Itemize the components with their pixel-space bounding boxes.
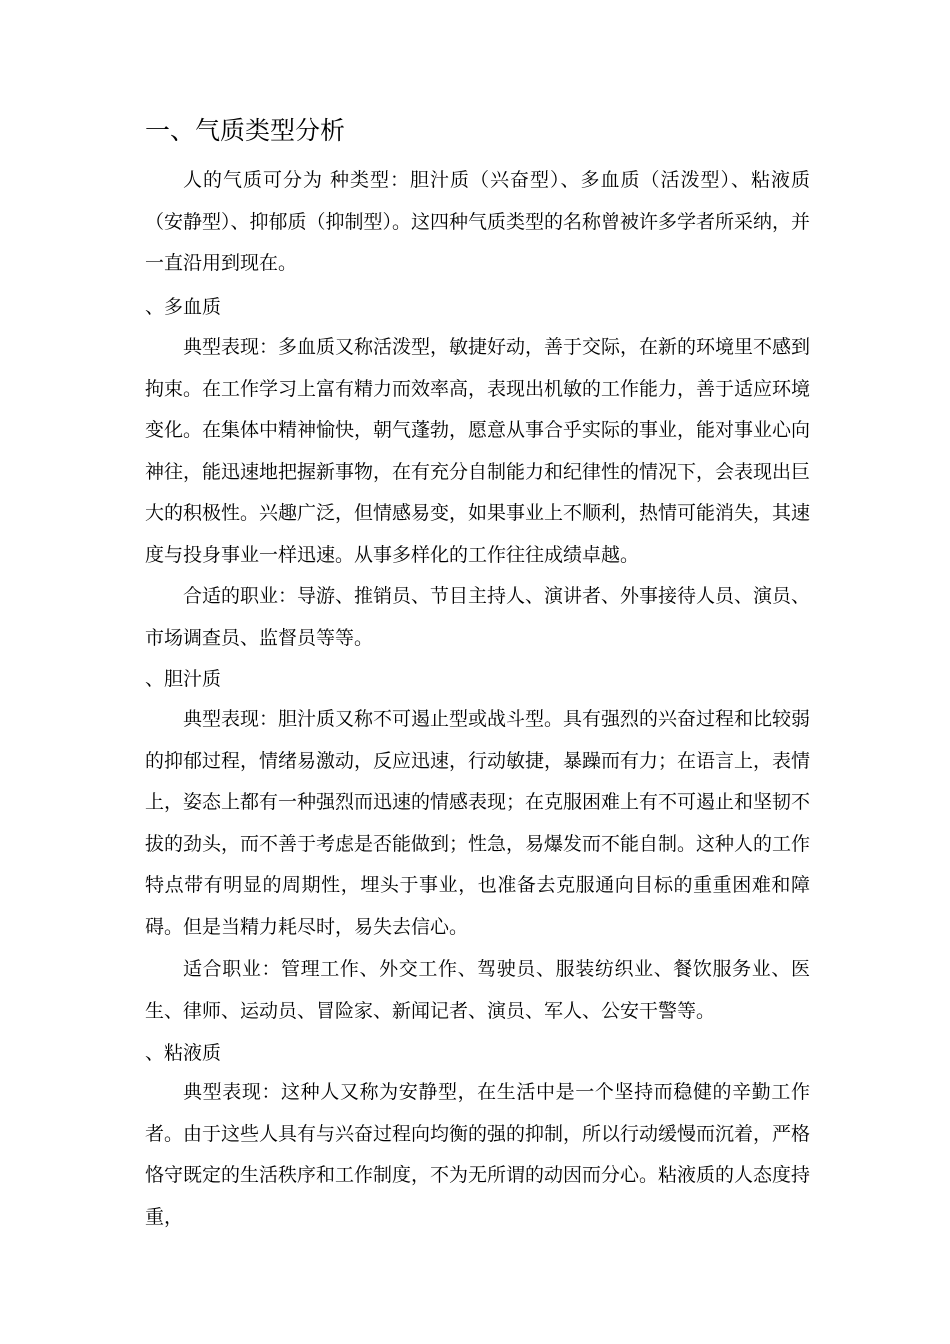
phlegmatic-performance-paragraph: 典型表现：这种人又称为安静型，在生活中是一个坚持而稳健的辛勤工作者。由于这些人具有与兴奋过程向均衡的强的抑制，所以行动缓慢而沉着，严格恪守既定的生活秩序和工作制度，不为无所谓的动因而分心。粘液质的人态度持重， [145,1081,811,1228]
choleric-careers-paragraph: 适合职业：管理工作、外交工作、驾驶员、服装纺织业、餐饮服务业、医生、律师、运动员、冒险家、新闻记者、演员、军人、公安干警等。 [145,958,810,1022]
sanguine-performance-paragraph: 典型表现：多血质又称活泼型，敏捷好动，善于交际，在新的环境里不感到拘束。在工作学习上富有精力而效率高，表现出机敏的工作能力，善于适应环境变化。在集体中精神愉快，朝气蓬勃，愿意从事合乎实际的事业，能对事业心向神往，能迅速地把握新事物，在有充分自制能力和纪律性的情况下，会表现出巨大的积极性。兴趣广泛，但情感易变，如果事业上不顺利，热情可能消失，其速度与投身事业一样迅速。从事多样化的工作往往成绩卓越。 [145,336,811,566]
subsection-title-choleric: 、胆汁质 [145,668,222,690]
subsection-title-sanguine: 、多血质 [145,296,222,318]
sanguine-careers-paragraph: 合适的职业：导游、推销员、节目主持人、演讲者、外事接待人员、演员、市场调查员、监督员等等。 [145,585,811,649]
subsection-title-phlegmatic: 、粘液质 [145,1042,222,1064]
section-heading: 一、气质类型分析 [145,116,346,145]
intro-paragraph: 人的气质可分为 种类型：胆汁质（兴奋型）、多血质（活泼型）、粘液质（安静型）、抑郁质（抑制型）。这四种气质类型的名称曾被许多学者所采纳，并一直沿用到现在。 [145,169,811,274]
choleric-performance-paragraph: 典型表现：胆汁质又称不可遏止型或战斗型。具有强烈的兴奋过程和比较弱的抑郁过程，情绪易激动，反应迅速，行动敏捷，暴躁而有力；在语言上，表情上，姿态上都有一种强烈而迅速的情感表现；在克服困难上有不可遏止和坚韧不拔的劲头，而不善于考虑是否能做到；性急，易爆发而不能自制。这种人的工作特点带有明显的周期性，埋头于事业，也准备去克服通向目标的重重困难和障碍。但是当精力耗尽时，易失去信心。 [145,708,811,938]
